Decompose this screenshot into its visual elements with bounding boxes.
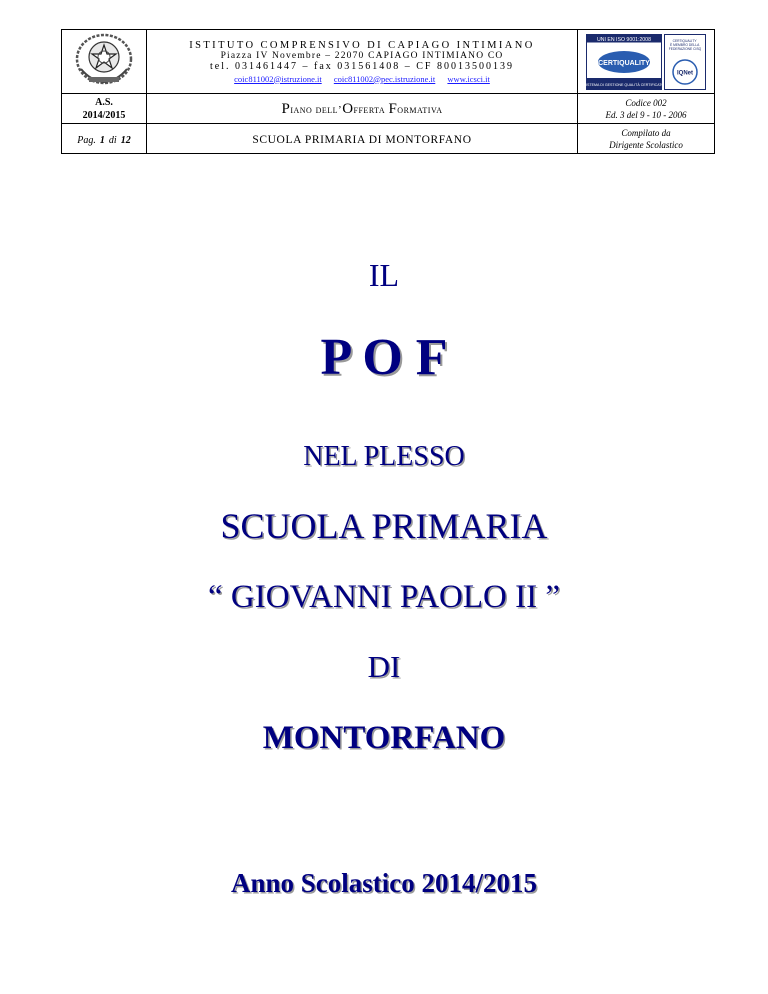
header-table xyxy=(61,29,715,154)
compiled-label: Compilato da xyxy=(621,127,671,138)
cover-scuola-primaria: SCUOLA PRIMARIA xyxy=(220,506,548,546)
as-label: A.S. xyxy=(95,96,113,108)
page-total: 12 xyxy=(120,134,131,146)
website-link[interactable]: www.icsci.it xyxy=(447,73,490,84)
cert-brand-text: CERTIQUALITY xyxy=(598,59,650,67)
page-current: 1 xyxy=(99,134,105,146)
page-number-cell xyxy=(62,124,147,154)
school-name: SCUOLA PRIMARIA DI MONTORFANO xyxy=(252,133,472,146)
certiquality-badge-icon xyxy=(586,34,706,90)
institute-links xyxy=(147,74,577,84)
compiled-by-cell xyxy=(578,124,715,154)
cover-anno-scolastico: Anno Scolastico 2014/2015 xyxy=(230,868,538,898)
as-year: 2014/2015 xyxy=(82,109,126,121)
page-of: di xyxy=(108,134,117,146)
school-name-cell xyxy=(147,124,578,154)
doc-title-cell xyxy=(147,94,578,124)
certification-cell xyxy=(578,30,715,94)
pec-link[interactable]: coic811002@pec.istruzione.it xyxy=(333,73,436,84)
doc-title: Piano dell’Offerta Formativa xyxy=(281,100,443,117)
institute-name: ISTITUTO COMPRENSIVO DI CAPIAGO INTIMIANO xyxy=(189,39,535,51)
institute-address: Piazza IV Novembre – 22070 CAPIAGO INTIMIANO CO xyxy=(220,50,504,61)
certification-logo xyxy=(586,34,706,90)
cert-system-text: SISTEMA DI GESTIONE QUALITÀ CERTIFICATO xyxy=(586,82,665,87)
cover-il: IL xyxy=(368,257,400,293)
cover-nel-plesso: NEL PLESSO xyxy=(303,441,465,472)
cover-di: DI xyxy=(367,649,401,684)
institute-info-cell xyxy=(147,30,578,94)
page-label: Pag. xyxy=(77,134,96,146)
cover-montorfano: MONTORFANO xyxy=(262,720,506,756)
institute-phones: tel. 031461447 – fax 031561408 – CF 80013500139 xyxy=(210,60,514,72)
doc-edition: Ed. 3 del 9 - 10 - 2006 xyxy=(605,109,687,120)
cert-iso-text: UNI EN ISO 9001:2008 xyxy=(597,36,651,43)
emblem-cell xyxy=(62,30,147,94)
cover-pof: P O F xyxy=(320,329,448,386)
cert-member-text: CERTIQUALITY È MEMBRO DELLA FEDERAZIONE CISQ xyxy=(668,38,702,51)
email-link[interactable]: coic811002@istruzione.it xyxy=(234,73,322,84)
school-year-cell xyxy=(62,94,147,124)
doc-code-cell xyxy=(578,94,715,124)
cover-giovanni-paolo: “ GIOVANNI PAOLO II ” xyxy=(208,579,560,615)
italian-republic-emblem-icon xyxy=(73,31,135,87)
cert-iqnet-text: IQNet xyxy=(676,70,694,76)
doc-code: Codice 002 xyxy=(625,97,667,108)
compiled-by: Dirigente Scolastico xyxy=(609,139,683,150)
